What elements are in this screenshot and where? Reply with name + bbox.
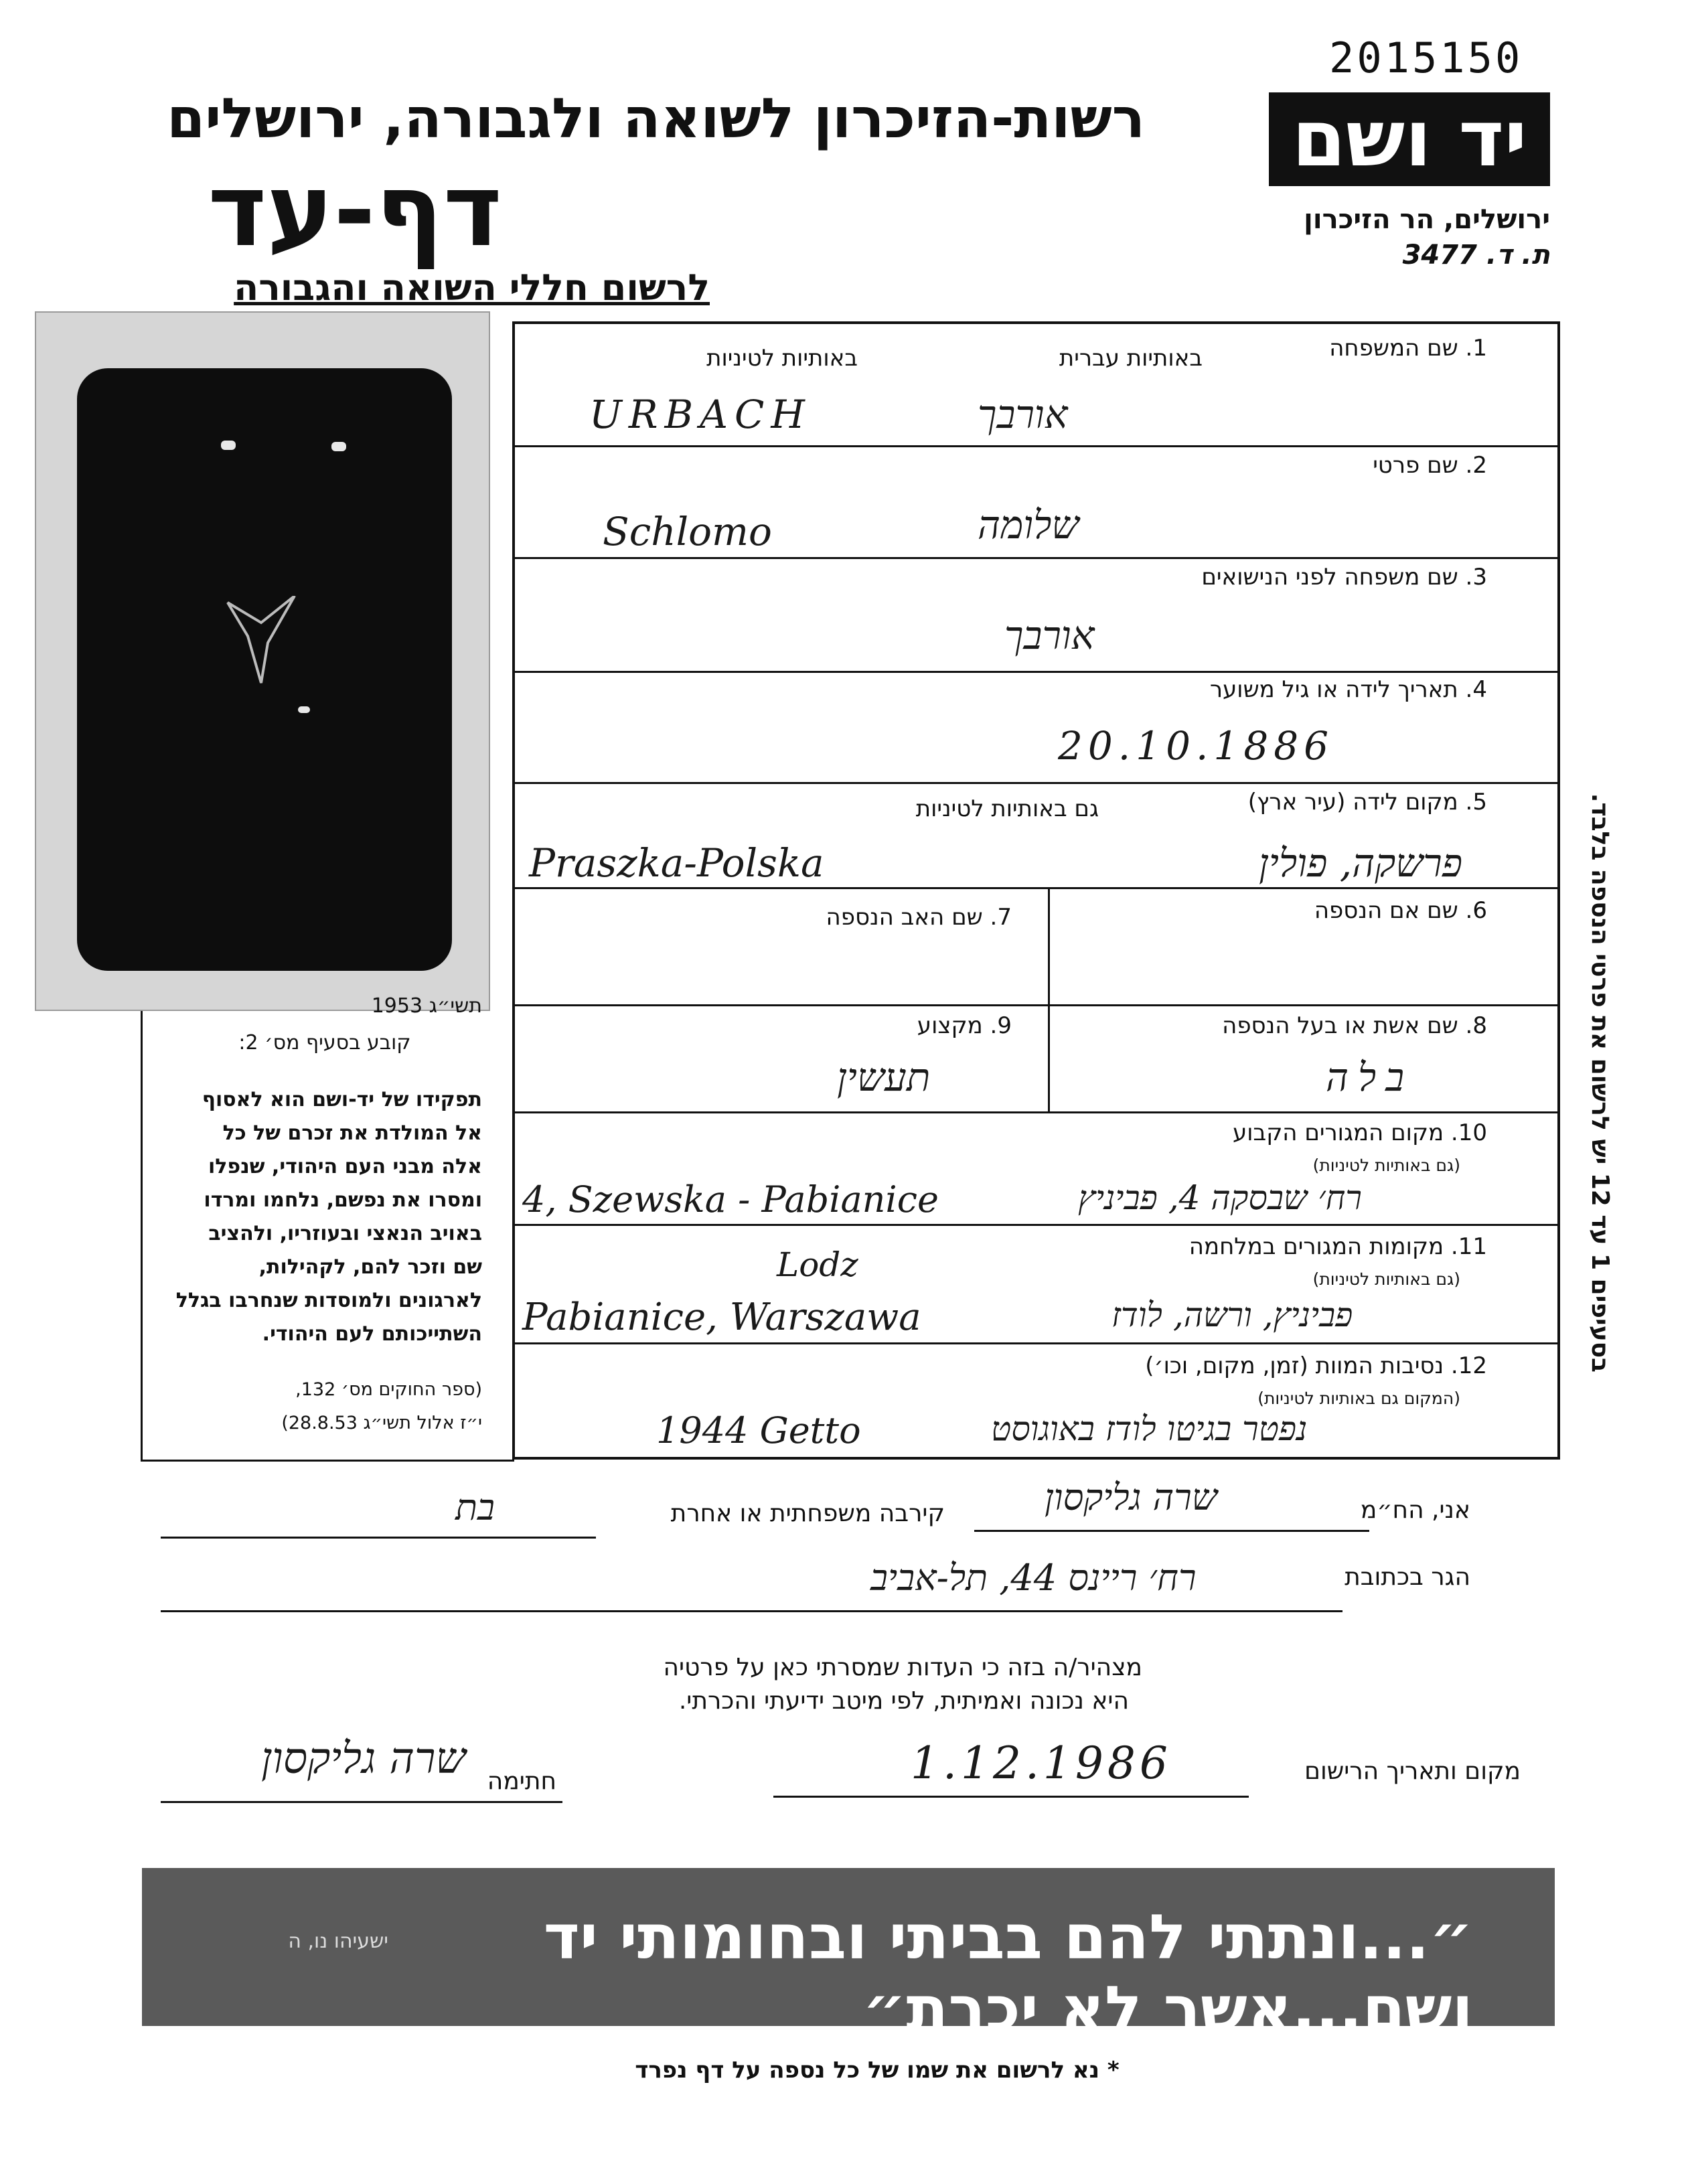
row-divider — [512, 1224, 1560, 1226]
field-10-hint: (גם באותיות לטיניות) — [1312, 1156, 1460, 1175]
law-text-line: השתייכותם לעם היהודי. — [262, 1322, 482, 1346]
relation-line — [161, 1537, 596, 1539]
law-year: תשי״ג 1953 — [371, 994, 482, 1018]
field-8-value: בלה — [1326, 1055, 1414, 1100]
row-divider — [512, 671, 1560, 673]
place-date-line — [773, 1796, 1249, 1798]
row-divider — [512, 445, 1560, 447]
authority-heading: רשות-הזיכרון לשואה ולגבורה, ירושלים — [167, 87, 1145, 151]
declarant-name-label: אני, הח״מ — [1360, 1496, 1470, 1524]
address-value: רח׳ ריינס 44, תל-אביב — [870, 1557, 1197, 1599]
field-4-label: 4. תאריך לידה או גיל משוער — [1209, 676, 1487, 703]
banner-quote: ״...ונתתי להם בביתי ובחומותי יד ושם...אשר לא יכרת״ — [543, 1901, 1473, 2045]
field-11-label: 11. מקומות המגורים במלחמה — [1188, 1233, 1487, 1260]
field-6-label: 6. שם אם הנספה — [1314, 897, 1487, 924]
yad-vashem-logo: יד ושם — [1269, 92, 1550, 186]
field-3-label: 3. שם משפחה לפני הנישואים — [1201, 564, 1487, 591]
row-divider — [512, 1111, 1560, 1113]
collar-mark-icon — [221, 596, 301, 690]
law-book-ref: (ספר החוקים מס׳ 132, — [295, 1379, 482, 1400]
row-divider — [512, 1342, 1560, 1344]
law-text-line: שם וזכר להם, לקהילות, — [258, 1255, 482, 1279]
declarant-name-value: שרה גליקסון — [1045, 1476, 1218, 1518]
relation-value: בת — [455, 1486, 495, 1529]
law-section: קובע בסעיף מס׳ 2: — [238, 1031, 411, 1055]
po-box: ת. ד. 3477 — [1402, 240, 1550, 270]
place-date-label: מקום ותאריך הרישום — [1304, 1758, 1521, 1785]
institution-address: ירושלים, הר הזיכרון — [1304, 204, 1550, 235]
side-note — [1587, 703, 1627, 1373]
law-date: י״ז אלול תשי״ג 28.8.53) — [281, 1413, 482, 1433]
law-text-line: תפקידו של יד-ושם הוא לאסוף — [202, 1088, 482, 1111]
form-title: דף-עד — [208, 153, 502, 269]
field-9-value: תעשין — [837, 1055, 931, 1100]
column-divider — [1048, 887, 1050, 1111]
law-text-line: אלה מבני העם היהודי, שנפלו — [208, 1155, 482, 1178]
field-5-latin-hint: גם באותיות לטיניות — [915, 795, 1099, 822]
signature-line — [161, 1801, 562, 1803]
signature-value: שרה גליקסון — [261, 1734, 466, 1784]
law-text-line: לארגונים ולמוסדות שנחרבו בגלל — [175, 1289, 482, 1312]
victim-photo — [77, 368, 452, 971]
field-12-hint: (המקום גם באותיות לטיניות) — [1257, 1389, 1460, 1408]
document-number: 2015150 — [1329, 33, 1523, 82]
field-1-latin-value: URBACH — [589, 392, 812, 437]
field-11-hint: (גם באותיות לטיניות) — [1312, 1269, 1460, 1289]
field-8-label: 8. שם אשת או בעל הנספה — [1222, 1012, 1487, 1039]
relation-label: קירבה משפחתית או אחרת — [670, 1500, 945, 1527]
field-10-latin-value: 4, Szewska - Pabianice — [522, 1178, 939, 1221]
form-subtitle: לרשום חללי השואה והגבורה — [234, 266, 710, 309]
field-4-value: 20.10.1886 — [1058, 723, 1334, 769]
footer-note: * נא לרשום את שמו של כל נספה על דף נפרד — [635, 2057, 1120, 2084]
law-text-line: באויב הנאצי ובעוזריו, ולהציב — [208, 1222, 482, 1245]
field-12-hebrew-value: נפטר בגיטו לודז באוגוסט — [991, 1409, 1308, 1448]
address-label: הגר בכתובת — [1345, 1563, 1470, 1591]
field-5-hebrew-value: פרשקה, פולין — [1259, 840, 1463, 886]
row-divider — [512, 557, 1560, 559]
testimony-form-grid — [512, 321, 1560, 1460]
field-1-label: 1. שם המשפחה — [1329, 335, 1487, 362]
field-1-latin-hint: באותיות לטיניות — [706, 345, 858, 372]
field-10-hebrew-value: רח׳ שבסקה 4, פביניץ — [1078, 1178, 1362, 1217]
place-date-value: 1.12.1986 — [911, 1737, 1172, 1789]
row-divider — [512, 782, 1560, 784]
field-5-latin-value: Praszka-Polska — [529, 840, 824, 886]
law-text-line: ומסרו את נפשם, נלחמו ומרדו — [204, 1188, 482, 1212]
field-1-hebrew-value: אורבך — [978, 392, 1068, 437]
field-1-hebrew-hint: באותיות עברית — [1059, 345, 1203, 372]
field-12-latin-value: 1944 Getto — [656, 1409, 861, 1452]
banner-source: ישעיהו נו, ה — [288, 1930, 388, 1953]
field-10-label: 10. מקום המגורים הקבוע — [1232, 1119, 1487, 1146]
statement-line-1: מצהיר/ה בזה כי העדות שמסרתי כאן על פרטיה — [663, 1654, 1142, 1681]
row-divider — [512, 887, 1560, 889]
field-12-label: 12. נסיבות המוות (זמן, מקום, וכו׳) — [1145, 1352, 1487, 1379]
statement-line-2: היא נכונה ואמיתית, לפי מיטב ידיעתי והכרתי. — [678, 1687, 1129, 1715]
field-2-label: 2. שם פרטי — [1373, 452, 1487, 479]
field-3-value: אורבך — [1004, 613, 1095, 658]
field-11-hebrew-value: פביניץ, ורשה, לודז — [1111, 1296, 1353, 1334]
row-divider — [512, 1004, 1560, 1006]
field-9-label: 9. מקצוע — [917, 1012, 1012, 1039]
field-5-label: 5. מקום לידה (עיר ארץ) — [1247, 789, 1487, 815]
field-11-latin-top-value: Lodz — [777, 1245, 858, 1284]
signature-label: חתימה — [487, 1768, 556, 1795]
law-text-line: אל המולדת את זכרם של כל — [222, 1121, 482, 1145]
field-11-latin-value: Pabianice, Warszawa — [522, 1296, 921, 1339]
side-note-text: בסעיפים 1 עד 12 יש לרשום את פרטי הנספה בלבד. — [1586, 793, 1614, 1373]
field-7-label: 7. שם האב הנספה — [826, 904, 1012, 931]
declarant-name-line — [974, 1530, 1369, 1532]
field-2-latin-value: Schlomo — [603, 509, 772, 554]
field-2-hebrew-value: שלומה — [978, 502, 1079, 548]
address-line — [161, 1610, 1342, 1612]
